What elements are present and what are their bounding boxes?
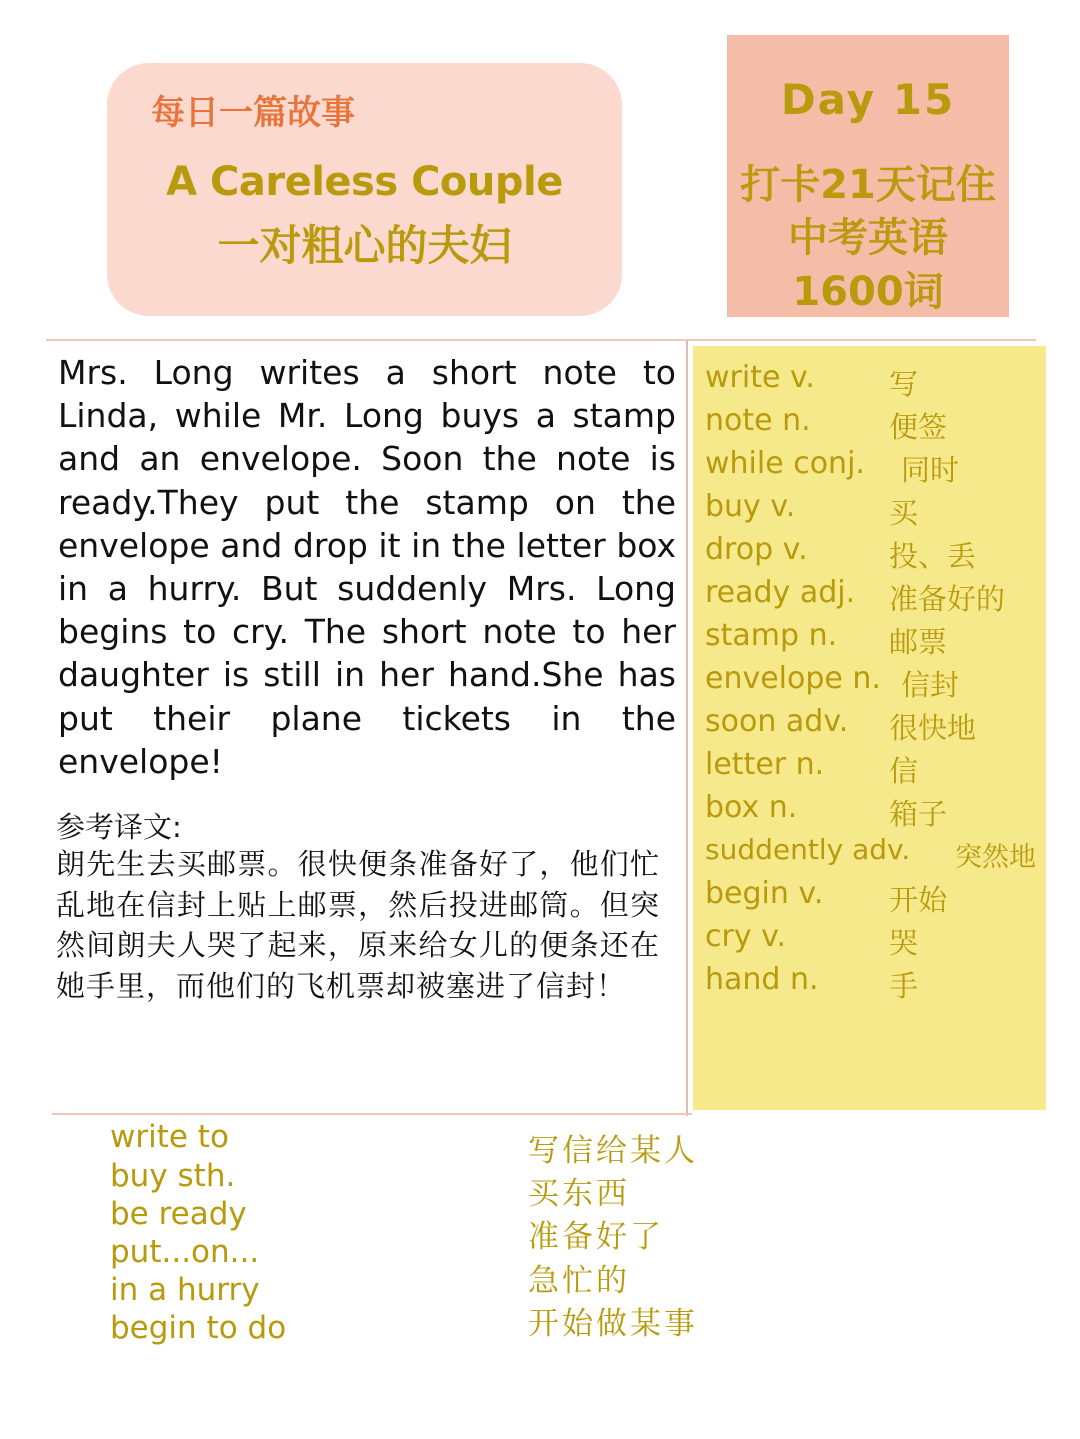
- vocab-meaning: 投、丢: [889, 539, 977, 573]
- day-label: Day 15: [780, 75, 956, 124]
- vocab-meaning: 邮票: [889, 625, 948, 659]
- vocab-word: stamp n.: [705, 618, 838, 653]
- vocab-word: begin v.: [705, 876, 824, 911]
- title-card: [107, 63, 622, 316]
- day-card: [727, 35, 1009, 317]
- vocab-word: ready adj.: [705, 575, 856, 610]
- challenge-line-3: 1600词: [792, 269, 944, 315]
- vocabulary-panel: [693, 346, 1046, 1110]
- phrase-en: in a hurry: [110, 1272, 260, 1308]
- vocab-meaning: 箱子: [889, 797, 948, 831]
- challenge-line-2: 中考英语: [788, 215, 948, 261]
- phrase-zh: 急忙的: [528, 1263, 630, 1299]
- story-title-zh: 一对粗心的夫妇: [217, 221, 512, 270]
- bottom-divider: [52, 1113, 692, 1115]
- translation-label: 参考译文:: [56, 810, 182, 844]
- story-text: Mrs. Long writes a short note to Linda, while Mr. Long buys a stamp and an envelope. Soon the note is ready.They put the stamp on the envelope and drop it in the letter box in a hurry. But suddenly Mrs. Long begins to cry. The short note to her daughter is still in her hand.She has put their plane tickets in the envelope!: [58, 353, 676, 781]
- vocab-word: note n.: [705, 403, 811, 438]
- vocab-meaning: 准备好的: [889, 582, 1006, 616]
- vocab-word: write v.: [705, 360, 815, 395]
- story-title-en: A Careless Couple: [166, 159, 563, 205]
- vocab-word: letter n.: [705, 747, 825, 782]
- top-divider: [46, 339, 1036, 341]
- phrase-zh: 开始做某事: [528, 1306, 698, 1342]
- vocab-meaning: 手: [889, 969, 919, 1003]
- vocab-meaning: 信封: [901, 668, 960, 702]
- vocab-meaning: 同时: [901, 453, 960, 487]
- phrase-en: be ready: [110, 1196, 247, 1232]
- translation-text: 朗先生去买邮票。很快便条准备好了，他们忙乱地在信封上贴上邮票，然后投进邮筒。但突然间朗夫人哭了起来，原来给女儿的便条还在她手里，而他们的飞机票却被塞进了信封！: [56, 847, 660, 1003]
- vocab-word: suddently adv.: [705, 833, 911, 866]
- phrase-zh: 写信给某人: [528, 1133, 698, 1169]
- vocab-word: envelope n.: [705, 661, 881, 696]
- vocab-meaning: 便签: [889, 410, 948, 444]
- phrase-en: put...on...: [110, 1234, 260, 1270]
- column-divider: [686, 340, 688, 1116]
- vocab-meaning: 哭: [889, 926, 919, 960]
- vocab-meaning: 信: [889, 754, 919, 788]
- phrase-en: begin to do: [110, 1310, 287, 1346]
- vocab-meaning: 突然地: [955, 842, 1036, 873]
- phrase-en: buy sth.: [110, 1158, 236, 1194]
- vocab-word: drop v.: [705, 532, 808, 567]
- vocab-meaning: 买: [889, 496, 919, 530]
- series-label: 每日一篇故事: [151, 93, 355, 133]
- vocab-word: soon adv.: [705, 704, 849, 739]
- vocab-word: cry v.: [705, 919, 787, 954]
- vocab-meaning: 很快地: [889, 711, 977, 745]
- vocab-word: buy v.: [705, 489, 796, 524]
- challenge-line-1: 打卡21天记住: [740, 162, 996, 208]
- vocab-word: while conj.: [705, 446, 865, 481]
- phrase-en: write to: [110, 1119, 229, 1155]
- vocab-word: box n.: [705, 790, 798, 825]
- phrase-zh: 买东西: [528, 1176, 630, 1212]
- vocab-meaning: 写: [889, 367, 919, 401]
- phrase-zh: 准备好了: [528, 1219, 664, 1255]
- vocab-meaning: 开始: [889, 883, 948, 917]
- vocab-word: hand n.: [705, 962, 819, 997]
